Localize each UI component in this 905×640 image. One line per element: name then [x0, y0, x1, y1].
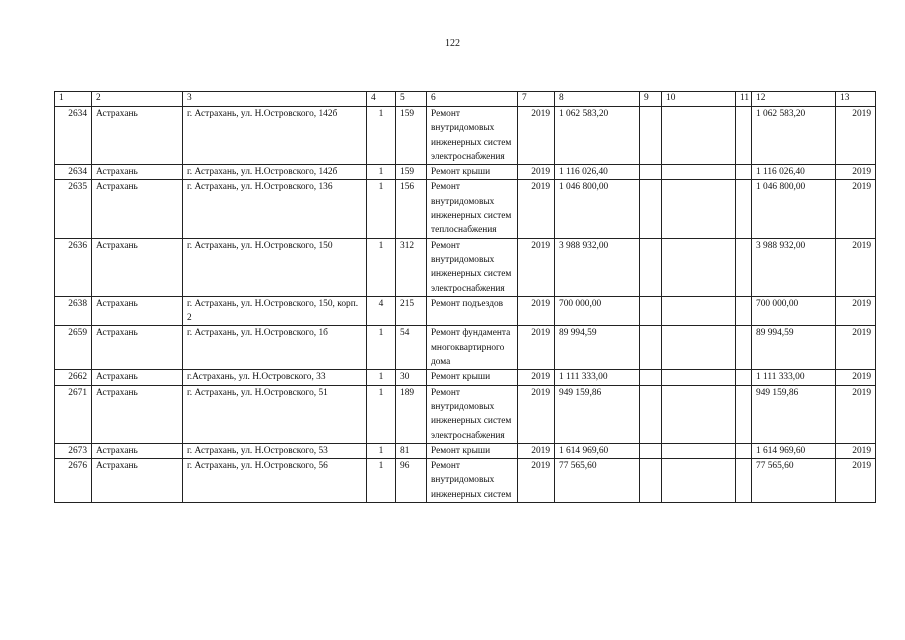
buildings-cell: 1 [367, 326, 396, 370]
col-10-cell [662, 165, 736, 180]
col-9-cell [640, 459, 662, 503]
work-type-cell: Ремонт фундамента многоквартирного дома [427, 326, 518, 370]
col-10-cell [662, 238, 736, 296]
city-cell: Астрахань [92, 165, 183, 180]
header-cell-6: 6 [427, 92, 518, 107]
work-type-cell: Ремонт внутридомовых инженерных систем теплоснабжения [427, 180, 518, 238]
work-type-cell: Ремонт подъездов [427, 296, 518, 326]
header-cell-10: 10 [662, 92, 736, 107]
city-cell: Астрахань [92, 385, 183, 443]
col-11-cell [736, 107, 752, 165]
col-11-cell [736, 459, 752, 503]
end-year-cell: 2019 [836, 385, 876, 443]
header-cell-11: 11 [736, 92, 752, 107]
fund-amount-cell: 1 614 969,60 [752, 443, 836, 458]
row-number-cell: 2635 [55, 180, 92, 238]
table-row [55, 443, 876, 458]
address-cell: г. Астрахань, ул. Н.Островского, 150, корп. 2 [183, 296, 367, 326]
total-cost-cell: 89 994,59 [555, 326, 640, 370]
start-year-cell: 2019 [518, 370, 555, 385]
start-year-cell: 2019 [518, 326, 555, 370]
end-year-cell: 2019 [836, 370, 876, 385]
buildings-cell: 1 [367, 180, 396, 238]
city-cell: Астрахань [92, 180, 183, 238]
address-cell: г. Астрахань, ул. Н.Островского, 1б [183, 326, 367, 370]
fund-amount-cell: 3 988 932,00 [752, 238, 836, 296]
apartments-cell: 312 [396, 238, 427, 296]
apartments-cell: 159 [396, 107, 427, 165]
col-10-cell [662, 180, 736, 238]
row-number-cell: 2673 [55, 443, 92, 458]
col-11-cell [736, 238, 752, 296]
start-year-cell: 2019 [518, 238, 555, 296]
row-number-cell: 2671 [55, 385, 92, 443]
apartments-cell: 189 [396, 385, 427, 443]
city-cell: Астрахань [92, 459, 183, 503]
col-11-cell [736, 326, 752, 370]
end-year-cell: 2019 [836, 326, 876, 370]
total-cost-cell: 1 111 333,00 [555, 370, 640, 385]
work-type-cell: Ремонт крыши [427, 370, 518, 385]
table-row [55, 107, 876, 165]
table-row [55, 296, 876, 326]
row-number-cell: 2638 [55, 296, 92, 326]
header-cell-13: 13 [836, 92, 876, 107]
end-year-cell: 2019 [836, 296, 876, 326]
total-cost-cell: 3 988 932,00 [555, 238, 640, 296]
work-type-cell: Ремонт внутридомовых инженерных систем электроснабжения [427, 107, 518, 165]
end-year-cell: 2019 [836, 459, 876, 503]
total-cost-cell: 1 062 583,20 [555, 107, 640, 165]
address-cell: г. Астрахань, ул. Н.Островского, 142б [183, 107, 367, 165]
work-type-cell: Ремонт внутридомовых инженерных систем электроснабжения [427, 385, 518, 443]
col-11-cell [736, 443, 752, 458]
city-cell: Астрахань [92, 238, 183, 296]
fund-amount-cell: 89 994,59 [752, 326, 836, 370]
col-10-cell [662, 459, 736, 503]
col-10-cell [662, 443, 736, 458]
buildings-cell: 1 [367, 385, 396, 443]
address-cell: г.Астрахань, ул. Н.Островского, 33 [183, 370, 367, 385]
table-row [55, 459, 876, 503]
start-year-cell: 2019 [518, 107, 555, 165]
fund-amount-cell: 1 046 800,00 [752, 180, 836, 238]
col-11-cell [736, 296, 752, 326]
col-9-cell [640, 370, 662, 385]
buildings-cell: 1 [367, 370, 396, 385]
header-row [55, 92, 876, 107]
start-year-cell: 2019 [518, 180, 555, 238]
col-9-cell [640, 443, 662, 458]
header-cell-2: 2 [92, 92, 183, 107]
total-cost-cell: 949 159,86 [555, 385, 640, 443]
header-cell-1: 1 [55, 92, 92, 107]
row-number-cell: 2659 [55, 326, 92, 370]
apartments-cell: 54 [396, 326, 427, 370]
col-10-cell [662, 296, 736, 326]
col-11-cell [736, 180, 752, 238]
address-cell: г. Астрахань, ул. Н.Островского, 56 [183, 459, 367, 503]
buildings-cell: 1 [367, 459, 396, 503]
header-cell-3: 3 [183, 92, 367, 107]
header-cell-5: 5 [396, 92, 427, 107]
start-year-cell: 2019 [518, 385, 555, 443]
header-cell-8: 8 [555, 92, 640, 107]
row-number-cell: 2634 [55, 107, 92, 165]
apartments-cell: 215 [396, 296, 427, 326]
total-cost-cell: 1 116 026,40 [555, 165, 640, 180]
table-row [55, 385, 876, 443]
buildings-cell: 1 [367, 107, 396, 165]
fund-amount-cell: 1 116 026,40 [752, 165, 836, 180]
col-11-cell [736, 370, 752, 385]
total-cost-cell: 1 046 800,00 [555, 180, 640, 238]
header-cell-9: 9 [640, 92, 662, 107]
row-number-cell: 2636 [55, 238, 92, 296]
buildings-cell: 1 [367, 238, 396, 296]
fund-amount-cell: 77 565,60 [752, 459, 836, 503]
table-row [55, 326, 876, 370]
table-row [55, 370, 876, 385]
col-10-cell [662, 107, 736, 165]
col-10-cell [662, 326, 736, 370]
col-9-cell [640, 107, 662, 165]
fund-amount-cell: 1 111 333,00 [752, 370, 836, 385]
buildings-cell: 4 [367, 296, 396, 326]
address-cell: г. Астрахань, ул. Н.Островского, 150 [183, 238, 367, 296]
city-cell: Астрахань [92, 326, 183, 370]
table-row [55, 165, 876, 180]
table-row [55, 238, 876, 296]
row-number-cell: 2634 [55, 165, 92, 180]
header-cell-7: 7 [518, 92, 555, 107]
row-number-cell: 2662 [55, 370, 92, 385]
work-type-cell: Ремонт крыши [427, 165, 518, 180]
apartments-cell: 159 [396, 165, 427, 180]
apartments-cell: 156 [396, 180, 427, 238]
start-year-cell: 2019 [518, 165, 555, 180]
fund-amount-cell: 949 159,86 [752, 385, 836, 443]
col-9-cell [640, 385, 662, 443]
end-year-cell: 2019 [836, 107, 876, 165]
work-type-cell: Ремонт внутридомовых инженерных систем [427, 459, 518, 503]
header-cell-4: 4 [367, 92, 396, 107]
end-year-cell: 2019 [836, 238, 876, 296]
city-cell: Астрахань [92, 296, 183, 326]
total-cost-cell: 1 614 969,60 [555, 443, 640, 458]
address-cell: г. Астрахань, ул. Н.Островского, 142б [183, 165, 367, 180]
address-cell: г. Астрахань, ул. Н.Островского, 53 [183, 443, 367, 458]
work-type-cell: Ремонт внутридомовых инженерных систем электроснабжения [427, 238, 518, 296]
table-body [55, 92, 876, 503]
row-number-cell: 2676 [55, 459, 92, 503]
apartments-cell: 81 [396, 443, 427, 458]
col-9-cell [640, 296, 662, 326]
city-cell: Астрахань [92, 107, 183, 165]
end-year-cell: 2019 [836, 180, 876, 238]
col-10-cell [662, 370, 736, 385]
city-cell: Астрахань [92, 443, 183, 458]
col-11-cell [736, 385, 752, 443]
city-cell: Астрахань [92, 370, 183, 385]
col-10-cell [662, 385, 736, 443]
buildings-cell: 1 [367, 165, 396, 180]
col-11-cell [736, 165, 752, 180]
col-9-cell [640, 238, 662, 296]
total-cost-cell: 77 565,60 [555, 459, 640, 503]
work-type-cell: Ремонт крыши [427, 443, 518, 458]
apartments-cell: 96 [396, 459, 427, 503]
total-cost-cell: 700 000,00 [555, 296, 640, 326]
address-cell: г. Астрахань, ул. Н.Островского, 51 [183, 385, 367, 443]
end-year-cell: 2019 [836, 443, 876, 458]
col-9-cell [640, 165, 662, 180]
apartments-cell: 30 [396, 370, 427, 385]
header-cell-12: 12 [752, 92, 836, 107]
page-number: 122 [445, 38, 460, 49]
start-year-cell: 2019 [518, 296, 555, 326]
col-9-cell [640, 326, 662, 370]
repair-schedule-table [54, 91, 876, 503]
buildings-cell: 1 [367, 443, 396, 458]
end-year-cell: 2019 [836, 165, 876, 180]
start-year-cell: 2019 [518, 459, 555, 503]
fund-amount-cell: 1 062 583,20 [752, 107, 836, 165]
fund-amount-cell: 700 000,00 [752, 296, 836, 326]
start-year-cell: 2019 [518, 443, 555, 458]
address-cell: г. Астрахань, ул. Н.Островского, 136 [183, 180, 367, 238]
col-9-cell [640, 180, 662, 238]
table-row [55, 180, 876, 238]
